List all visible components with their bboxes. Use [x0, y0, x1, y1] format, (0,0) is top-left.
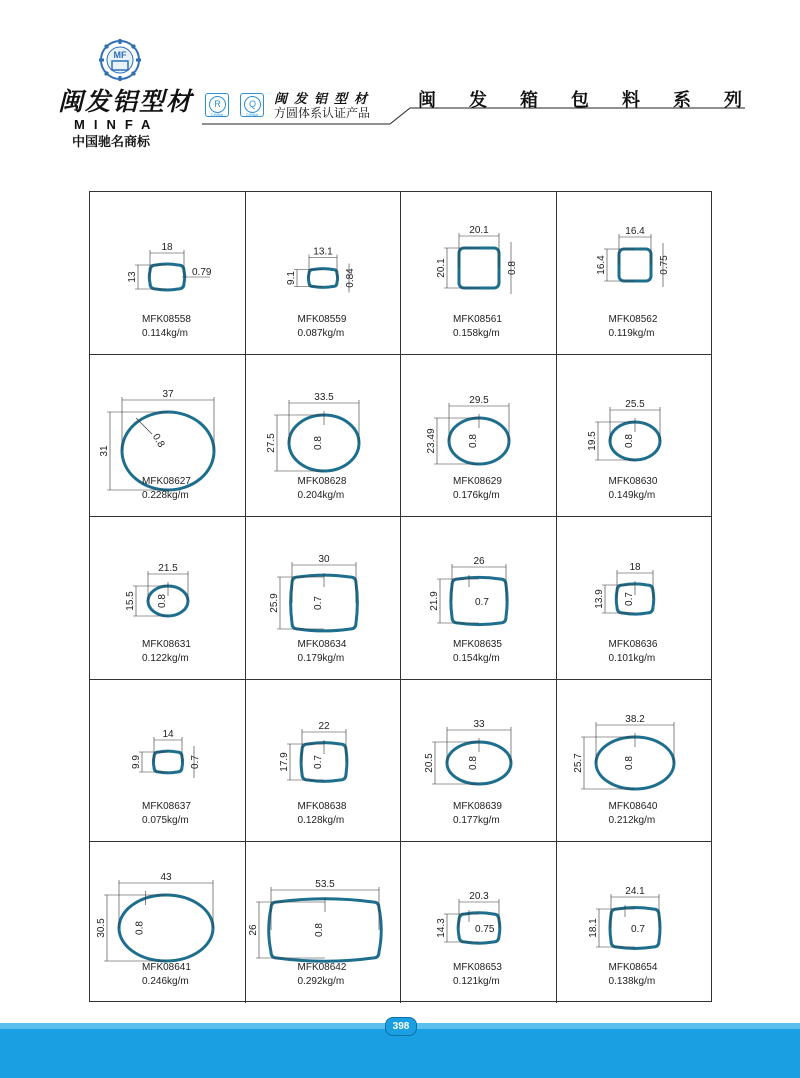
height-dimension: 23.49	[426, 428, 437, 454]
product-weight: 0.114kg/m	[142, 328, 188, 339]
series-title-char: 包	[571, 90, 589, 111]
height-dimension: 17.9	[278, 752, 290, 772]
series-title-char: 箱	[520, 90, 538, 111]
cert-q-icon	[240, 93, 264, 117]
height-dimension: 13.9	[593, 589, 605, 609]
height-dimension: 19.5	[586, 431, 598, 451]
width-dimension: 18	[161, 242, 173, 253]
minfa-logo-icon	[95, 38, 145, 82]
height-dimension: 25.7	[572, 753, 584, 773]
height-dimension: 30.5	[96, 918, 107, 938]
cert-q-letter: Q	[244, 96, 261, 113]
product-card	[246, 680, 402, 842]
product-weight: 0.075kg/m	[142, 815, 189, 826]
product-weight: 0.292kg/m	[297, 976, 345, 987]
product-code: MFK08636	[608, 639, 658, 650]
width-dimension: 43	[160, 872, 172, 883]
product-weight: 0.204kg/m	[297, 490, 345, 501]
cert-q-sub: CHINA	[245, 112, 259, 117]
product-code: MFK08640	[608, 801, 658, 812]
width-dimension: 20.1	[469, 225, 489, 236]
thickness-dimension: 0.84	[344, 268, 356, 288]
product-card	[246, 517, 402, 680]
product-code: MFK08630	[608, 476, 658, 487]
product-code: MFK08635	[453, 639, 502, 650]
cert-r-sub: CHINA	[210, 112, 224, 117]
product-weight: 0.212kg/m	[608, 815, 656, 826]
width-dimension: 16.4	[624, 226, 645, 237]
thickness-dimension: 0.8	[134, 921, 146, 935]
product-code: MFK08631	[142, 639, 191, 650]
height-dimension: 31	[99, 445, 110, 457]
product-card	[90, 842, 246, 1003]
series-title-char: 料	[622, 90, 640, 111]
width-dimension: 33.5	[313, 392, 334, 403]
product-card	[401, 680, 557, 842]
width-dimension: 38.2	[624, 714, 645, 725]
thickness-dimension: 0.8	[468, 756, 479, 770]
width-dimension: 53.5	[314, 879, 335, 890]
product-code: MFK08559	[297, 314, 347, 325]
product-weight: 0.154kg/m	[453, 653, 500, 664]
product-card	[557, 355, 713, 517]
product-code: MFK08562	[608, 314, 658, 325]
thickness-dimension: 0.75	[475, 924, 495, 935]
thickness-dimension: 0.7	[312, 755, 324, 769]
thickness-dimension: 0.8	[468, 434, 479, 448]
width-dimension: 18	[628, 562, 641, 573]
height-dimension: 13	[127, 271, 138, 283]
height-dimension: 25.9	[268, 593, 280, 613]
product-code: MFK08642	[297, 962, 347, 973]
product-code: MFK08653	[453, 962, 502, 973]
brand-tagline: 中国驰名商标	[72, 135, 151, 150]
product-code: MFK08627	[142, 476, 191, 487]
product-card	[246, 355, 402, 517]
width-dimension: 20.3	[469, 891, 489, 902]
cert-r-letter: R	[209, 96, 226, 113]
product-weight: 0.128kg/m	[297, 815, 345, 826]
product-weight: 0.158kg/m	[453, 328, 500, 339]
profile-outline	[459, 248, 499, 288]
thickness-dimension: 0.79	[192, 267, 212, 278]
product-card	[401, 517, 557, 680]
series-title-char: 列	[724, 90, 742, 111]
product-card	[90, 192, 246, 355]
product-code: MFK08629	[453, 476, 502, 487]
thickness-dimension: 0.7	[190, 755, 201, 769]
thickness-dimension: 0.8	[313, 923, 325, 937]
certification-description: 方圆体系认证产品	[274, 106, 371, 120]
height-dimension: 15.5	[125, 591, 136, 611]
width-dimension: 33	[473, 719, 485, 730]
product-card	[401, 842, 557, 1003]
product-card	[557, 517, 713, 680]
brand-name-cn: 闽发铝型材	[58, 87, 194, 116]
product-weight: 0.138kg/m	[608, 976, 656, 987]
height-dimension: 21.9	[429, 591, 440, 611]
thickness-dimension: 0.7	[623, 592, 635, 606]
product-code: MFK08628	[297, 476, 347, 487]
product-code: MFK08641	[142, 962, 191, 973]
width-dimension: 30	[317, 554, 330, 565]
profile-outline	[153, 751, 182, 773]
product-card	[90, 680, 246, 842]
product-card	[401, 192, 557, 355]
brand-name-en: MINFA	[74, 117, 160, 132]
product-weight: 0.119kg/m	[608, 328, 655, 339]
product-code: MFK08637	[142, 801, 191, 812]
small-brand-name: 闽发铝型材	[274, 92, 375, 107]
height-dimension: 18.1	[587, 918, 599, 938]
product-code: MFK08639	[453, 801, 502, 812]
series-title-char: 系	[673, 90, 691, 111]
width-dimension: 25.5	[624, 399, 645, 410]
thickness-dimension: 0.8	[149, 431, 167, 450]
height-dimension: 20.5	[424, 753, 435, 773]
height-dimension: 9.9	[131, 755, 142, 769]
product-weight: 0.179kg/m	[297, 653, 345, 664]
profile-outline	[308, 269, 337, 288]
thickness-dimension: 0.7	[475, 597, 489, 608]
series-title	[418, 86, 742, 112]
product-card	[401, 355, 557, 517]
product-code: MFK08558	[142, 314, 191, 325]
page-number: 398	[385, 1017, 417, 1036]
thickness-dimension: 0.8	[507, 261, 518, 275]
product-weight: 0.177kg/m	[453, 815, 500, 826]
product-code: MFK08638	[297, 801, 347, 812]
profile-outline	[619, 249, 651, 281]
thickness-dimension: 0.8	[157, 594, 168, 608]
product-card	[557, 680, 713, 842]
product-card	[90, 355, 246, 517]
series-title-char: 发	[469, 90, 487, 111]
product-weight: 0.121kg/m	[453, 976, 500, 987]
series-title-char: 闽	[418, 90, 436, 111]
thickness-dimension: 0.7	[630, 924, 645, 935]
product-weight: 0.122kg/m	[142, 653, 189, 664]
height-dimension: 26	[247, 924, 259, 936]
product-card	[557, 842, 713, 1003]
profile-outline	[119, 895, 213, 961]
logo-letters: MF	[113, 50, 127, 60]
height-dimension: 14.3	[436, 918, 447, 938]
profile-outline	[149, 264, 184, 290]
width-dimension: 13.1	[312, 246, 333, 258]
product-code: MFK08561	[453, 314, 502, 325]
product-card	[246, 192, 402, 355]
product-weight: 0.246kg/m	[142, 976, 189, 987]
product-code: MFK08634	[297, 639, 347, 650]
width-dimension: 21.5	[158, 563, 178, 574]
product-weight: 0.228kg/m	[142, 490, 189, 501]
height-dimension: 9.1	[285, 271, 297, 285]
product-card	[246, 842, 402, 1003]
product-card	[557, 192, 713, 355]
cert-r-icon	[205, 93, 229, 117]
height-dimension: 16.4	[595, 255, 607, 275]
width-dimension: 37	[162, 389, 174, 400]
thickness-dimension: 0.8	[623, 434, 635, 448]
height-dimension: 27.5	[265, 433, 277, 453]
width-dimension: 22	[317, 721, 330, 732]
width-dimension: 14	[162, 729, 174, 740]
product-grid	[89, 191, 712, 1002]
width-dimension: 29.5	[469, 395, 489, 406]
height-dimension: 20.1	[436, 258, 447, 278]
product-weight: 0.176kg/m	[453, 490, 500, 501]
product-code: MFK08654	[608, 962, 658, 973]
thickness-dimension: 0.8	[623, 756, 635, 770]
thickness-dimension: 0.75	[658, 255, 670, 275]
width-dimension: 26	[473, 556, 485, 567]
product-weight: 0.087kg/m	[297, 328, 345, 339]
thickness-dimension: 0.8	[312, 436, 324, 450]
product-weight: 0.149kg/m	[608, 490, 656, 501]
product-weight: 0.101kg/m	[608, 653, 656, 664]
thickness-dimension: 0.7	[312, 596, 324, 610]
product-card	[90, 517, 246, 680]
width-dimension: 24.1	[624, 886, 645, 897]
